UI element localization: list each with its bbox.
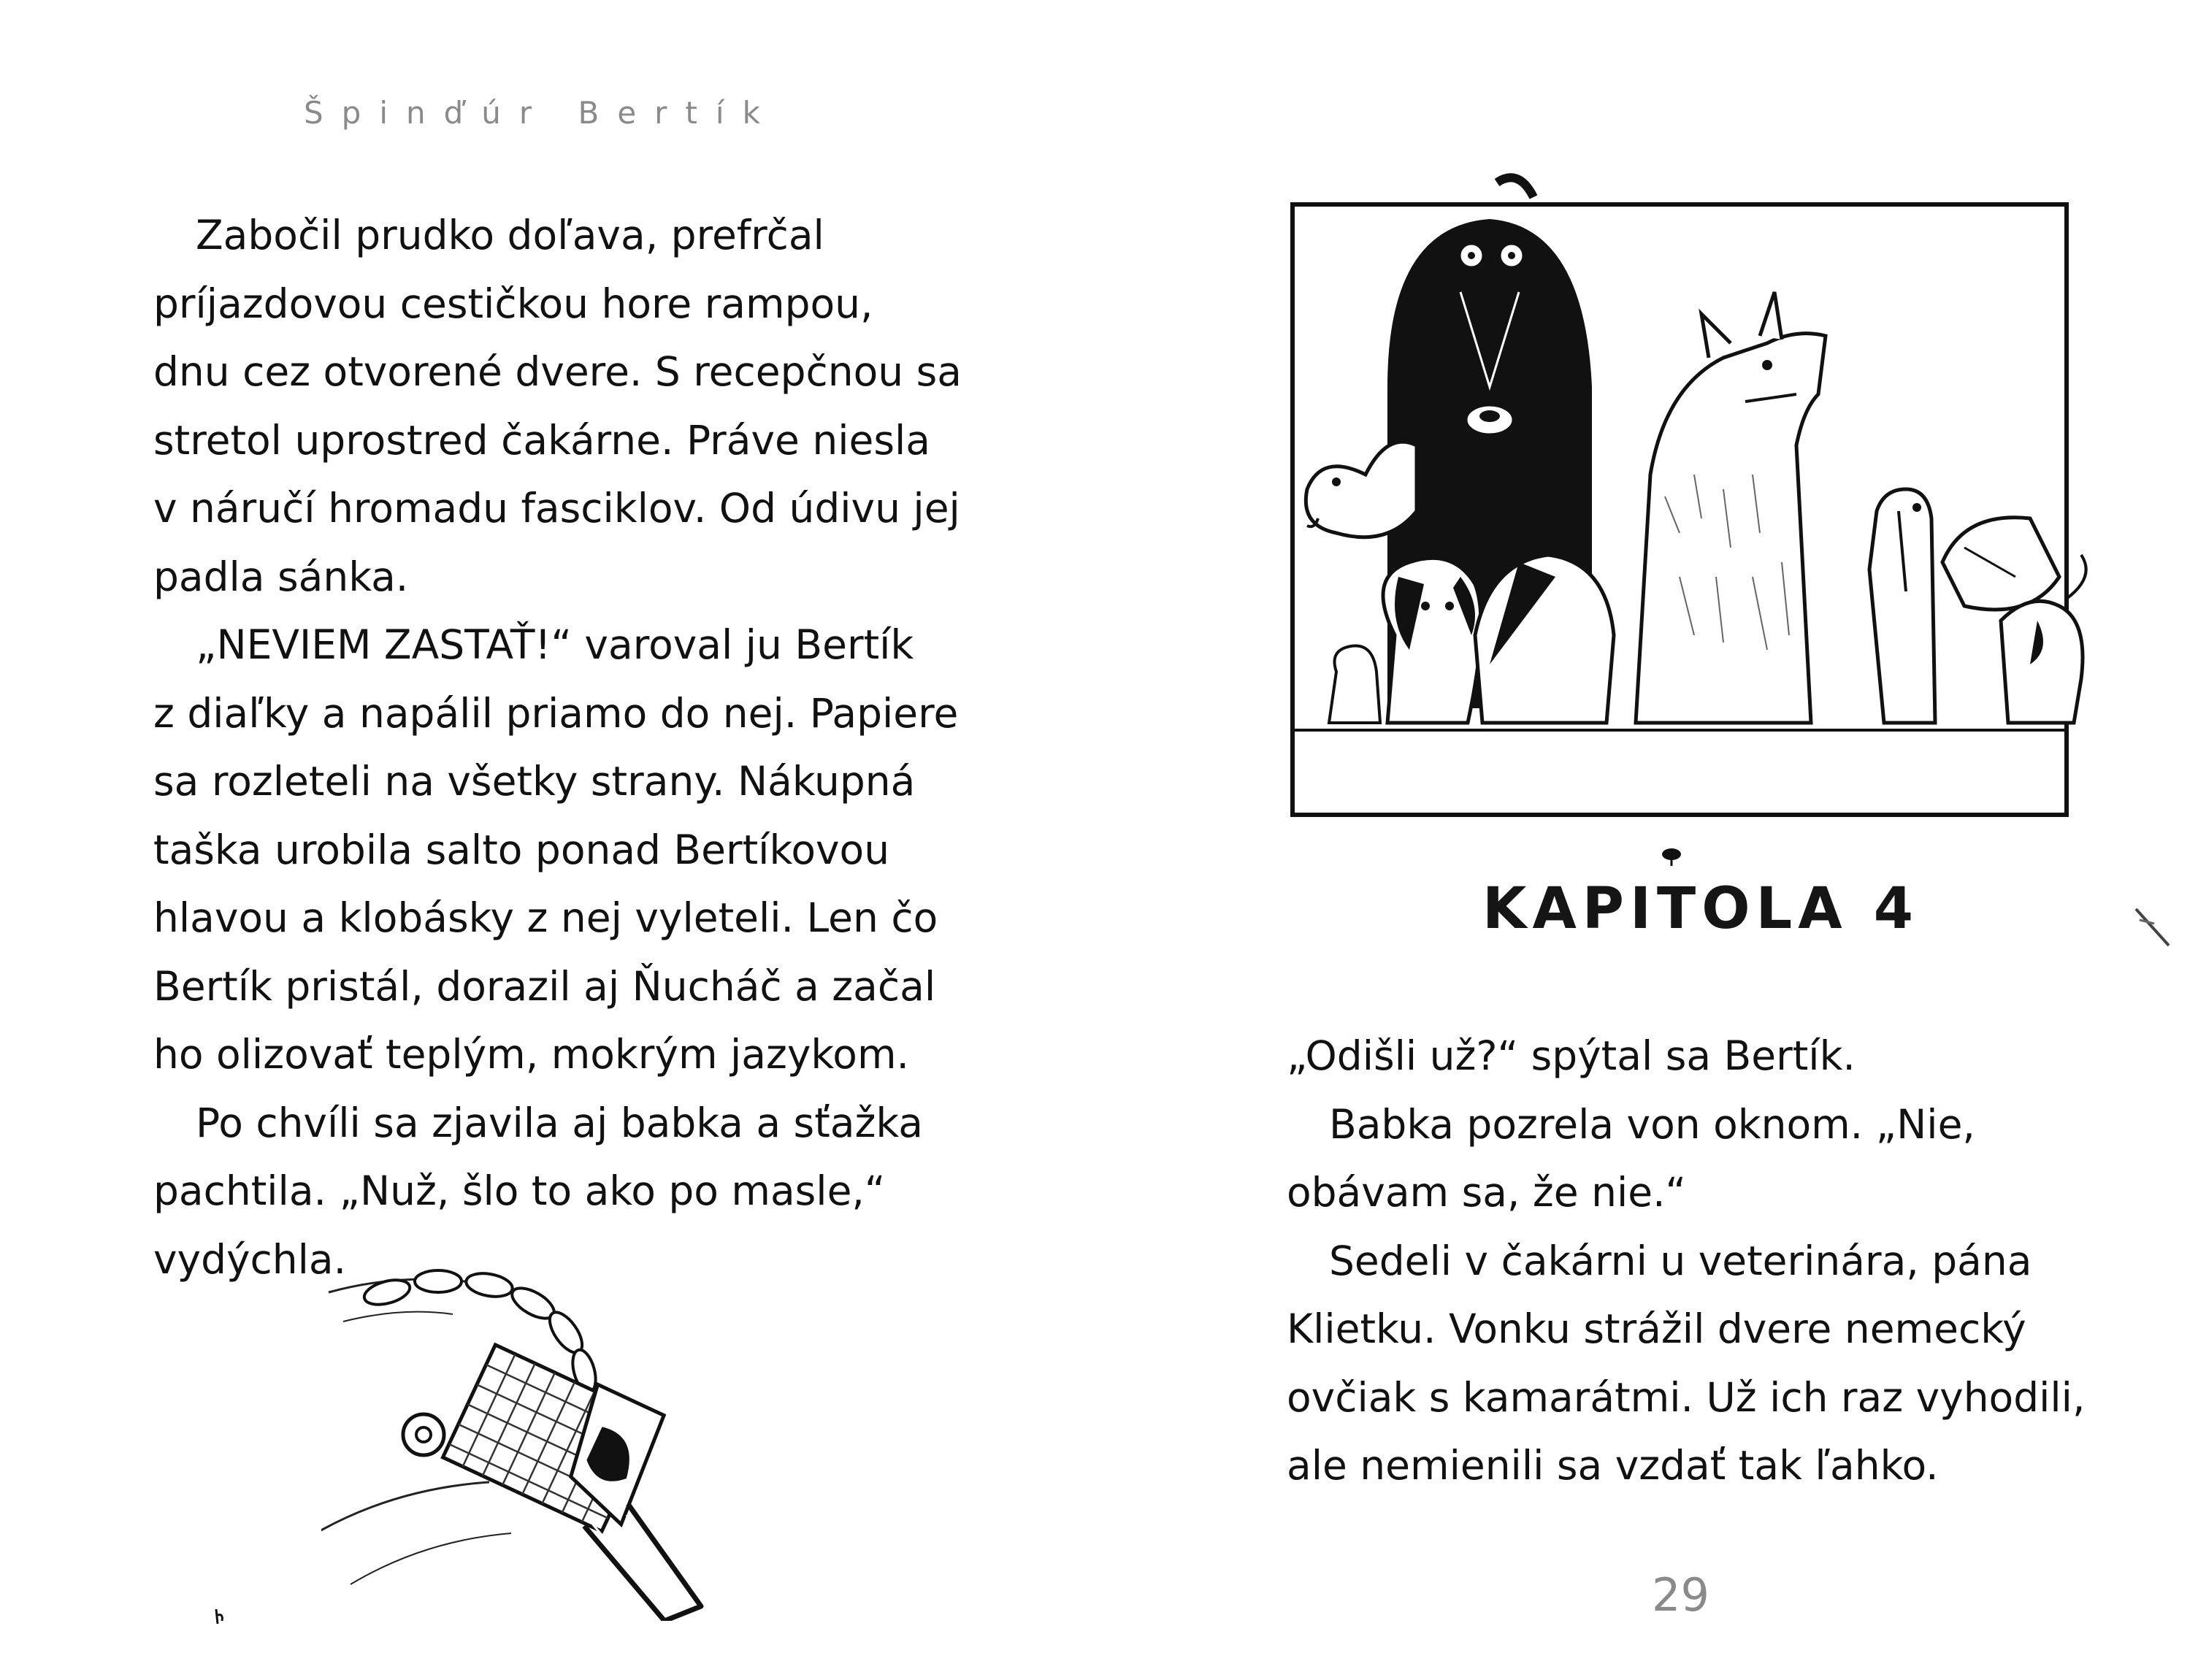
text-line: Zabočil prudko doľava, prefrčal xyxy=(196,212,824,258)
chapter-title: KAPITOLA 4 xyxy=(1482,876,1920,942)
text-line: z diaľky a napálil priamo do nej. Papiere xyxy=(153,689,959,737)
text-line: pachtila. „Nuž, šlo to ako po masle,“ xyxy=(153,1167,886,1214)
text-line: ho olizovať teplým, mokrým jazykom. xyxy=(153,1031,910,1078)
text-line: príjazdovou cestičkou hore rampou, xyxy=(153,280,873,327)
text-line: „Odišli už?“ spýtal sa Bertík. xyxy=(1287,1032,1856,1079)
text-line: Bertík pristál, dorazil aj Ňucháč a začal xyxy=(153,962,936,1010)
left-page-text xyxy=(153,202,971,1294)
text-line: taška urobila salto ponad Bertíkovou xyxy=(153,826,890,873)
text-line: ovčiak s kamarátmi. Už ich raz vyhodili, xyxy=(1287,1373,2086,1421)
ornament-icon xyxy=(1659,845,1684,866)
shopping-trolley-illustration xyxy=(321,1241,818,1621)
text-line: Po chvíli sa zjavila aj babka a sťažka xyxy=(196,1099,923,1146)
running-head: Špinďúr Bertík xyxy=(304,95,778,131)
text-line: „NEVIEM ZASTAŤ!“ varoval ju Bertík xyxy=(196,621,914,668)
text-line: sa rozleteli na všetky strany. Nákupná xyxy=(153,758,916,805)
margin-mark-icon xyxy=(2132,905,2176,956)
dogs-illustration xyxy=(1241,168,2096,825)
text-line: dnu cez otvorené dvere. S recepčnou sa xyxy=(153,348,962,395)
page-number: 29 xyxy=(1652,1568,1709,1622)
right-page-text xyxy=(1287,1022,2090,1500)
text-line: obávam sa, že nie.“ xyxy=(1287,1169,1687,1216)
text-line: ale nemienili sa vzdať tak ľahko. xyxy=(1287,1442,1939,1489)
text-line: padla sánka. xyxy=(153,553,409,600)
text-line: v náručí hromadu fasciklov. Od údivu jej xyxy=(153,485,960,532)
text-line: Sedeli v čakárni u veterinára, pána xyxy=(1329,1237,2032,1284)
text-line: Babka pozrela von oknom. „Nie, xyxy=(1329,1100,1975,1148)
text-line: stretol uprostred čakárne. Práve niesla xyxy=(153,416,930,464)
small-mark-icon xyxy=(210,1606,228,1628)
text-line: hlavou a klobásky z nej vyleteli. Len čo xyxy=(153,894,938,941)
text-line: Klietku. Vonku strážil dvere nemecký xyxy=(1287,1305,2026,1352)
text-line: vydýchla. xyxy=(153,1235,347,1283)
